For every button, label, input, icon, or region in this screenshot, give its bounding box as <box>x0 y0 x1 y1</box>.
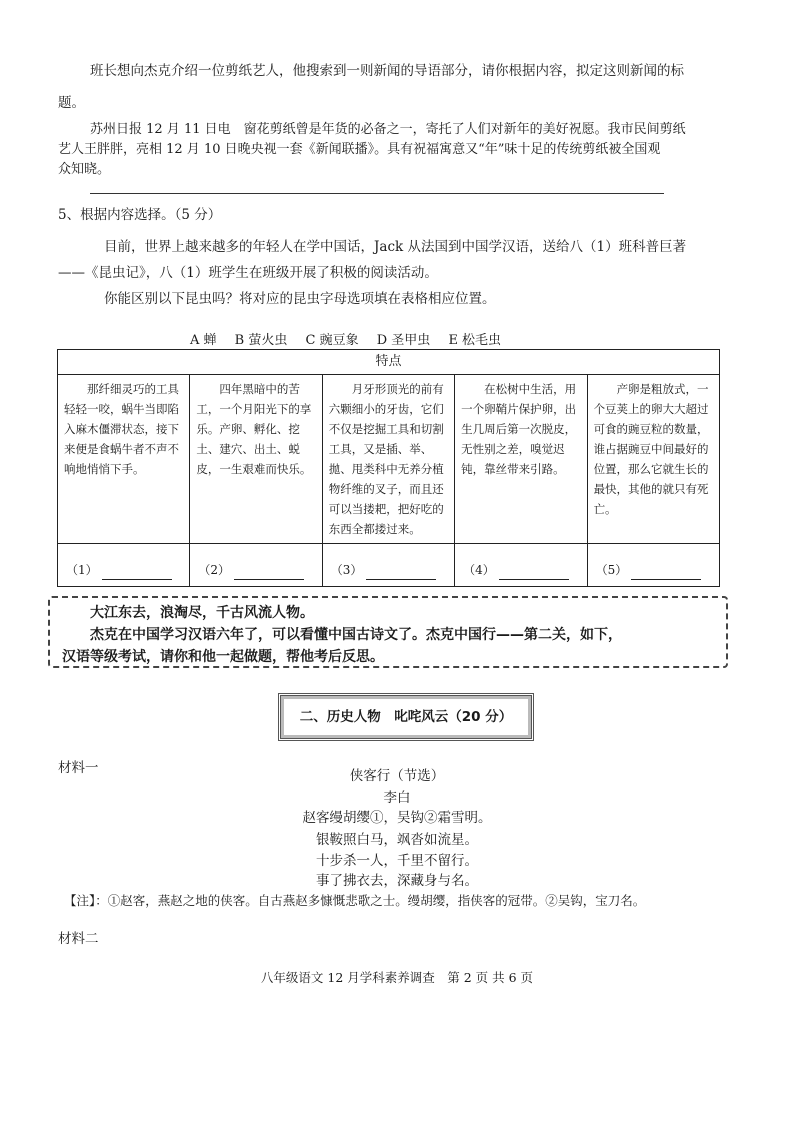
poem-note: 【注】：①赵客，燕赵之地的侠客。自古燕赵多慷慨悲歌之士。缦胡缨，指侠客的冠带。②吴钩，宝刀名。 <box>64 893 646 908</box>
answer-blank-1[interactable] <box>102 567 172 580</box>
q4-prompt-line1: 班长想向杰克介绍一位剪纸艺人，他搜索到一则新闻的导语部分，请你根据内容，拟定这则新闻的标 <box>90 63 684 79</box>
option-a: A 蝉 <box>190 333 217 348</box>
news-line2: 艺人王胖胖，亮相 12 月 10 日晚央视一套《新闻联播》。具有祝福寓意又“年”味十足的传统剪纸被全国观 <box>58 142 661 157</box>
answer-cell-3[interactable] <box>322 544 454 587</box>
headline-answer-line[interactable] <box>90 193 664 194</box>
q5-intro-line3: 你能区别以下昆虫吗？将对应的昆虫字母选项填在表格相应位置。 <box>104 291 496 307</box>
option-d: D 圣甲虫 <box>376 333 431 348</box>
trait-cell-3: 月牙形顶光的前有六颗细小的牙齿，它们不仅是挖掘工具和切割工具，又是插、举、拋、甩类科中无养分植物纤维的叉子，而且还可以当搂耙，把好吃的东西全都搂过来。 <box>322 375 454 544</box>
poem-line-1: 赵客缦胡缨①，吴钩②霜雪明。 <box>302 810 492 826</box>
insect-options <box>190 329 515 348</box>
trait-cell-1: 那纤细灵巧的工具轻轻一咬，蜗牛当即陷入麻木僵滞状态，接下来便是食蜗牛者不声不响地悄悄下手。 <box>58 375 190 544</box>
news-line3: 众知晓。 <box>58 162 111 177</box>
section2-title-frame <box>278 693 534 741</box>
poem-title: 侠客行（节选） <box>349 768 445 784</box>
banner-line3: 汉语等级考试，请你和他一起做题，帮他考后反思。 <box>62 649 384 665</box>
poem-line-2: 银鞍照白马，飒沓如流星。 <box>316 832 478 848</box>
q4-prompt-line2: 题。 <box>58 95 85 111</box>
q5-intro-line2: ——《昆虫记》，八（1）班学生在班级开展了积极的阅读活动。 <box>58 265 438 281</box>
option-b: B 萤火虫 <box>234 333 288 348</box>
option-e: E 松毛虫 <box>448 333 502 348</box>
banner-text <box>50 598 726 668</box>
material2-label: 材料二 <box>58 931 99 947</box>
poem-line-4: 事了拂衣去，深藏身与名。 <box>316 873 478 889</box>
poem-author: 李白 <box>383 790 411 806</box>
answer-cell-4[interactable] <box>455 544 587 587</box>
trait-cell-4: 在松树中生活，用一个卵鞘片保护卵，出生几周后第一次脱皮，无性别之差，嗅觉迟钝，靠丝带来引路。 <box>455 375 587 544</box>
page-footer: 八年级语文 12 月学科素养调查 第 2 页 共 6 页 <box>260 970 534 985</box>
answer-blank-2[interactable] <box>234 567 304 580</box>
insect-traits-table <box>57 349 720 587</box>
banner-line1: 大江东去，浪淘尽，千古风流人物。 <box>90 605 314 621</box>
transition-banner <box>48 596 728 668</box>
answer-label-2: （2） <box>198 563 231 577</box>
option-c: C 豌豆象 <box>305 333 359 348</box>
q5-intro-line1: 目前，世界上越来越多的年轻人在学中国话，Jack 从法国到中国学汉语，送给八（1）班科普巨著 <box>104 239 687 255</box>
answer-blank-5[interactable] <box>631 567 701 580</box>
answer-cell-1[interactable] <box>58 544 190 587</box>
answer-cell-2[interactable] <box>190 544 322 587</box>
trait-cell-2: 四年黑暗中的苦工，一个月阳光下的享乐。产卵、孵化、挖土、建穴、出土、蜕皮，一生艰难而快乐。 <box>190 375 322 544</box>
poem-line-3: 十步杀一人，千里不留行。 <box>316 853 478 869</box>
q5-title: 5、根据内容选择。（5 分） <box>58 207 222 223</box>
section2-title: 二、历史人物 叱咤风云（20 分） <box>299 709 513 725</box>
news-line1: 苏州日报 12 月 11 日电 窗花剪纸曾是年货的必备之一，寄托了人们对新年的美好祝愿。我市民间剪纸 <box>90 122 686 137</box>
answer-label-1: （1） <box>66 563 98 577</box>
answer-cell-5[interactable] <box>587 544 719 587</box>
trait-cell-5: 产卵是粗放式，一个豆荚上的卵大大超过可食的豌豆粒的数量，谁占据豌豆中间最好的位置，那么它就生长的最快，其他的就只有死亡。 <box>587 375 719 544</box>
answer-label-4: （4） <box>463 563 495 577</box>
answer-blank-4[interactable] <box>499 567 569 580</box>
banner-line2: 杰克在中国学习汉语六年了，可以看懂中国古诗文了。杰克中国行——第二关，如下， <box>90 627 622 643</box>
answer-label-5: （5） <box>595 563 628 577</box>
table-header: 特点 <box>58 350 720 375</box>
material1-label: 材料一 <box>58 760 99 776</box>
answer-blank-3[interactable] <box>366 567 436 580</box>
answer-label-3: （3） <box>330 563 363 577</box>
